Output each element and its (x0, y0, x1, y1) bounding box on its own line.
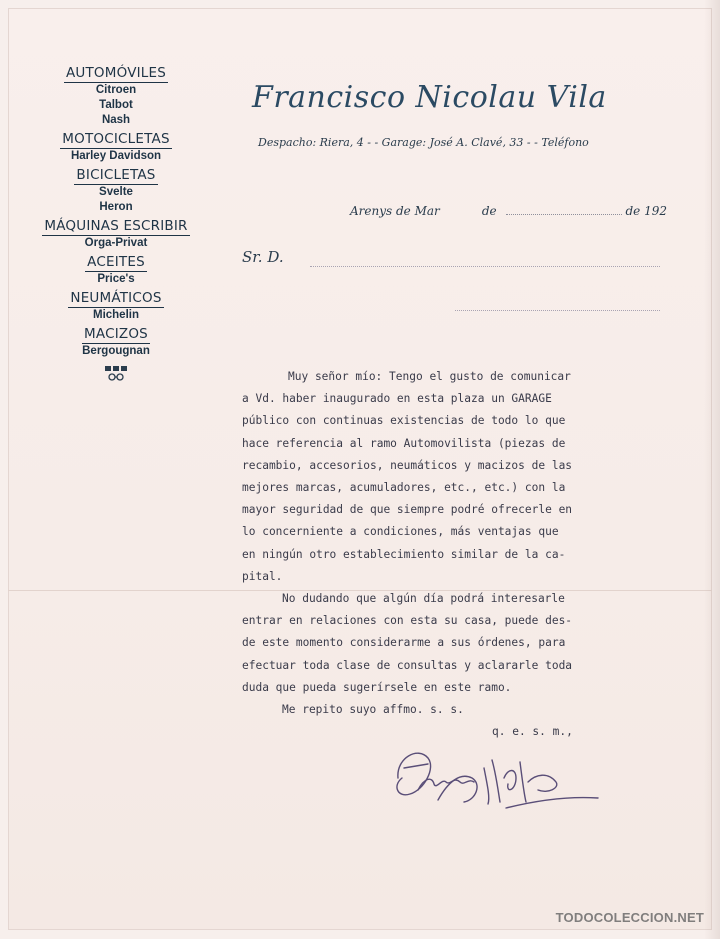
paper-edge-shadow (704, 0, 720, 939)
date-place: Arenys de Mar (350, 204, 440, 218)
date-blank (506, 213, 622, 215)
brand: Heron (99, 201, 133, 213)
body-line: hace referencia al ramo Automovilista (piezas de (242, 436, 566, 450)
body-line: duda que pueda sugerírsele en este ramo. (242, 680, 512, 694)
category-macizos (32, 323, 200, 359)
closing-line: q. e. s. m., (492, 725, 573, 739)
category-label: MÁQUINAS ESCRIBIR (44, 218, 188, 234)
category-automoviles (32, 62, 200, 128)
body-line: a Vd. haber inaugurado en esta plaza un GARAGE (242, 392, 552, 406)
brand: Bergougnan (82, 345, 150, 357)
category-label: MOTOCICLETAS (62, 131, 170, 147)
brand: Talbot (99, 99, 133, 111)
category-label: ACEITES (87, 254, 145, 270)
brand: Citroen (95, 84, 137, 96)
recipient-line (310, 266, 660, 267)
body-line: Muy señor mío: Tengo el gusto de comunicar (288, 370, 571, 383)
body-line: lo concerniente a condiciones, más ventajas que (242, 525, 559, 539)
brand: Harley Davidson (70, 150, 162, 162)
body-line: en ningún otro establecimiento similar de la ca- (242, 547, 566, 561)
category-label: MACIZOS (84, 326, 148, 342)
letter-body (242, 366, 668, 743)
recipient-line (455, 310, 660, 311)
date-line (350, 204, 667, 218)
closing-line: Me repito suyo affmo. s. s. (282, 703, 464, 717)
category-label: NEUMÁTICOS (70, 290, 162, 306)
date-de: de (481, 204, 497, 218)
body-line: mayor seguridad de que siempre podré ofrecerle en (242, 503, 573, 517)
letterhead-sidebar (32, 62, 200, 387)
body-line: público con continuas existencias de todo lo que (242, 414, 566, 428)
brand: Michelin (92, 309, 139, 321)
company-address: Despacho: Riera, 4 - - Garage: José A. Clavé, 33 - - Teléfono (258, 136, 589, 149)
category-label: AUTOMÓVILES (65, 65, 167, 81)
body-line: No dudando que algún día podrá interesarle (282, 592, 565, 606)
brand: Orga-Privat (84, 237, 148, 249)
printer-mark-icon (103, 365, 129, 387)
brand: Nash (101, 114, 131, 126)
handwritten-signature-icon (388, 738, 608, 818)
body-line: pital. (242, 569, 283, 583)
salutation: Sr. D. (242, 248, 284, 266)
date-year: de 192 (625, 204, 667, 218)
watermark: TODOCOLECCION.NET (555, 910, 704, 925)
body-line: efectuar toda clase de consultas y aclararle toda (242, 658, 573, 672)
category-neumaticos (32, 287, 200, 323)
brand: Price's (97, 273, 135, 285)
body-line: entrar en relaciones con esta su casa, puede des- (242, 614, 573, 628)
category-aceites (32, 251, 200, 287)
body-line: mejores marcas, acumuladores, etc., etc.) con la (242, 481, 566, 495)
category-label: BICICLETAS (76, 167, 156, 183)
category-bicicletas (32, 164, 200, 215)
body-line: de este momento considerarme a sus órdenes, para (242, 636, 566, 650)
category-motocicletas (32, 128, 200, 164)
company-name: Francisco Nicolau Vila (252, 80, 607, 115)
body-line: recambio, accesorios, neumáticos y macizos de las (242, 458, 573, 472)
brand: Svelte (99, 186, 133, 198)
category-maquinas-escribir (32, 215, 200, 251)
